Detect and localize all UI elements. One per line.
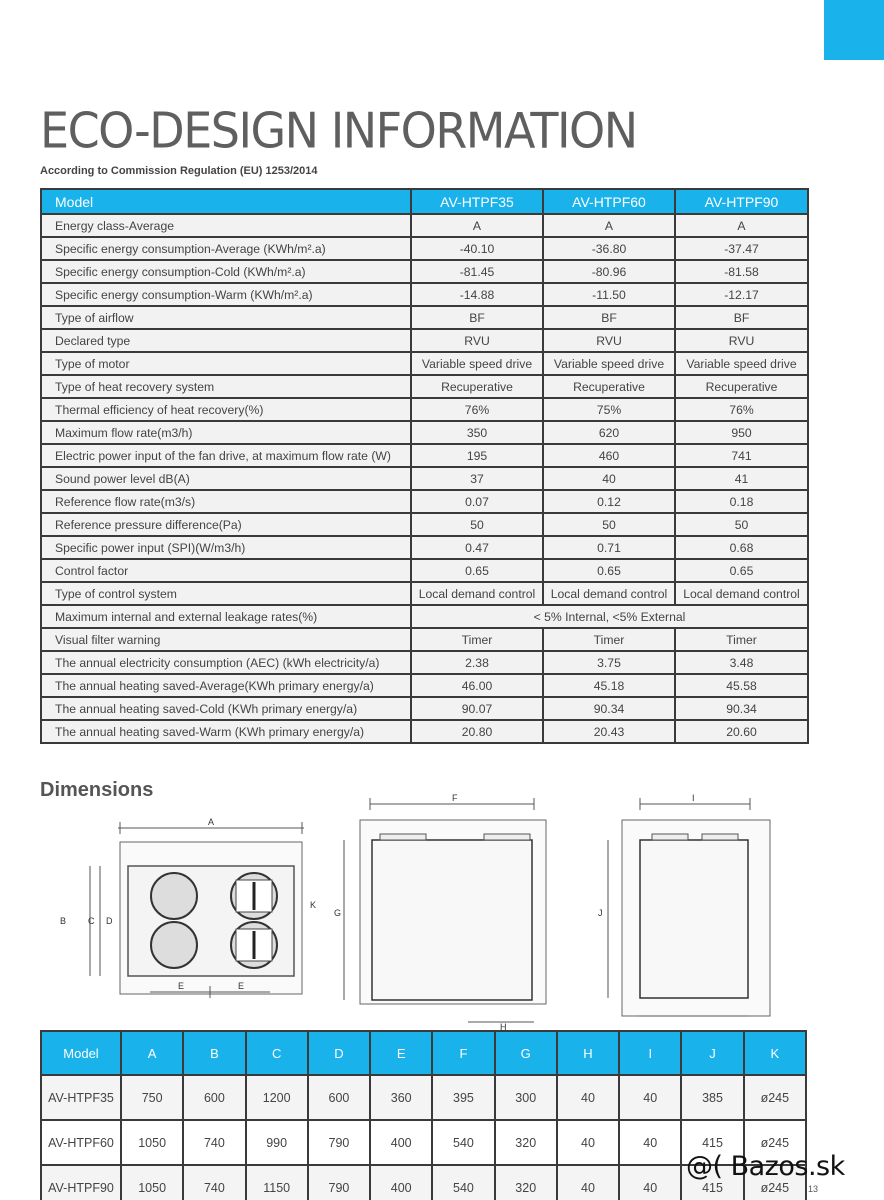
header-cell: AV-HTPF35: [411, 189, 543, 214]
eco-design-table: [40, 188, 809, 744]
spec-row-value: 741: [675, 444, 808, 467]
dims-header-cell: B: [183, 1031, 245, 1075]
dim-label-c: C: [88, 916, 95, 926]
dims-row-value: 600: [308, 1075, 370, 1120]
dims-row-value: ø245: [744, 1165, 806, 1200]
dims-header-cell: J: [681, 1031, 743, 1075]
spec-row-value: BF: [675, 306, 808, 329]
spec-row-value: -80.96: [543, 260, 675, 283]
spec-row: [41, 536, 808, 559]
spec-row: [41, 214, 808, 237]
dim-label-e1: E: [178, 981, 185, 991]
dims-row-value: 990: [246, 1120, 308, 1165]
spec-row-value: 20.80: [411, 720, 543, 743]
spec-row-value: Variable speed drive: [411, 352, 543, 375]
dims-header-cell: F: [432, 1031, 494, 1075]
spec-row-value: 37: [411, 467, 543, 490]
spec-row-label: Specific energy consumption-Cold (KWh/m².a): [41, 260, 411, 283]
spec-row-label: Visual filter warning: [41, 628, 411, 651]
spec-row-value: 20.43: [543, 720, 675, 743]
spec-row-label: Reference pressure difference(Pa): [41, 513, 411, 536]
spec-row-value: 0.65: [543, 559, 675, 582]
spec-row-value: RVU: [411, 329, 543, 352]
header-cell: AV-HTPF60: [543, 189, 675, 214]
spec-row-value: -40.10: [411, 237, 543, 260]
spec-row-value: Recuperative: [411, 375, 543, 398]
spec-row-label: The annual heating saved-Average(KWh primary energy/a): [41, 674, 411, 697]
spec-row-value: BF: [411, 306, 543, 329]
corner-tab: [824, 0, 884, 60]
spec-row-value: 50: [675, 513, 808, 536]
dims-row-value: 320: [495, 1120, 557, 1165]
dims-header-cell: Model: [41, 1031, 121, 1075]
eco-design-header-row: [41, 189, 808, 214]
spec-row-merged-value: < 5% Internal, <5% External: [411, 605, 808, 628]
spec-row-value: 0.65: [411, 559, 543, 582]
dim-label-e2: E: [238, 981, 245, 991]
spec-row-label: Reference flow rate(m3/s): [41, 490, 411, 513]
dim-label-j: J: [598, 908, 603, 918]
spec-row-value: RVU: [675, 329, 808, 352]
dims-row-value: 300: [495, 1075, 557, 1120]
spec-row-value: Variable speed drive: [675, 352, 808, 375]
dims-row-model: AV-HTPF90: [41, 1165, 121, 1200]
spec-row-label: The annual heating saved-Warm (KWh primary energy/a): [41, 720, 411, 743]
spec-row: [41, 559, 808, 582]
spec-row-value: 76%: [675, 398, 808, 421]
spec-row-value: 0.68: [675, 536, 808, 559]
spec-row-value: 0.65: [675, 559, 808, 582]
dims-row-value: ø245: [744, 1075, 806, 1120]
spec-row-value: Timer: [675, 628, 808, 651]
spec-row-value: A: [675, 214, 808, 237]
dims-row-value: 40: [619, 1120, 681, 1165]
spec-row: [41, 444, 808, 467]
spec-row: [41, 306, 808, 329]
spec-row: [41, 329, 808, 352]
spec-row-value: BF: [543, 306, 675, 329]
spec-row: [41, 582, 808, 605]
spec-row-value: 0.18: [675, 490, 808, 513]
spec-row-label: Type of motor: [41, 352, 411, 375]
spec-row-label: Specific power input (SPI)(W/m3/h): [41, 536, 411, 559]
dims-row-value: 790: [308, 1165, 370, 1200]
page-title: ECO-DESIGN INFORMATION: [40, 102, 637, 160]
dims-header-cell: D: [308, 1031, 370, 1075]
spec-row-value: 20.60: [675, 720, 808, 743]
dims-row-value: 750: [121, 1075, 183, 1120]
spec-row-value: 460: [543, 444, 675, 467]
spec-row-value: 195: [411, 444, 543, 467]
spec-row-value: 950: [675, 421, 808, 444]
page-number: 13: [808, 1184, 819, 1194]
spec-row-value: Variable speed drive: [543, 352, 675, 375]
spec-row-label: Specific energy consumption-Average (KWh/m².a): [41, 237, 411, 260]
dims-row-value: 40: [619, 1165, 681, 1200]
spec-row-value: 45.18: [543, 674, 675, 697]
dim-label-a: A: [208, 817, 215, 827]
front-view-drawing: [344, 798, 546, 1022]
spec-row-value: 75%: [543, 398, 675, 421]
spec-row-value: Timer: [411, 628, 543, 651]
dims-header-cell: A: [121, 1031, 183, 1075]
dims-row-value: 385: [681, 1075, 743, 1120]
spec-row: [41, 260, 808, 283]
spec-row-value: -14.88: [411, 283, 543, 306]
spec-row-value: 350: [411, 421, 543, 444]
spec-row-value: 50: [543, 513, 675, 536]
dims-row-value: 40: [557, 1120, 619, 1165]
dims-row-value: 415: [681, 1120, 743, 1165]
spec-row-label: Thermal efficiency of heat recovery(%): [41, 398, 411, 421]
spec-row-label: Electric power input of the fan drive, at maximum flow rate (W): [41, 444, 411, 467]
dims-row-value: 1050: [121, 1120, 183, 1165]
spec-row-value: Timer: [543, 628, 675, 651]
spec-row-value: Local demand control: [675, 582, 808, 605]
spec-row-value: 620: [543, 421, 675, 444]
spec-row: [41, 697, 808, 720]
spec-row: [41, 467, 808, 490]
spec-row-value: 40: [543, 467, 675, 490]
dims-header-cell: C: [246, 1031, 308, 1075]
dim-label-b: B: [60, 916, 67, 926]
dim-label-k: K: [310, 900, 317, 910]
spec-row-label: Type of control system: [41, 582, 411, 605]
dims-row-value: 400: [370, 1120, 432, 1165]
spec-row-value: 46.00: [411, 674, 543, 697]
spec-row: [41, 352, 808, 375]
spec-row: [41, 421, 808, 444]
spec-row-value: -36.80: [543, 237, 675, 260]
spec-row-label: Type of heat recovery system: [41, 375, 411, 398]
dim-label-d: D: [106, 916, 113, 926]
spec-row-value: A: [543, 214, 675, 237]
spec-row-label: Control factor: [41, 559, 411, 582]
header-cell: Model: [41, 189, 411, 214]
spec-row-value: 90.34: [675, 697, 808, 720]
spec-row: [41, 237, 808, 260]
spec-row-value: 90.34: [543, 697, 675, 720]
header-cell: AV-HTPF90: [675, 189, 808, 214]
spec-row-value: -12.17: [675, 283, 808, 306]
spec-row-value: 0.71: [543, 536, 675, 559]
page-subtitle: According to Commission Regulation (EU) 1253/2014: [40, 165, 318, 177]
spec-row-value: Recuperative: [675, 375, 808, 398]
side-view-drawing: [608, 798, 770, 1016]
dims-row-value: 1200: [246, 1075, 308, 1120]
spec-row-value: 0.47: [411, 536, 543, 559]
spec-row: [41, 513, 808, 536]
dims-row-value: 600: [183, 1075, 245, 1120]
dims-row-value: 540: [432, 1165, 494, 1200]
dims-header-cell: E: [370, 1031, 432, 1075]
dims-header-cell: G: [495, 1031, 557, 1075]
dims-row-value: ø245: [744, 1120, 806, 1165]
spec-row-label: Maximum flow rate(m3/h): [41, 421, 411, 444]
spec-row: [41, 375, 808, 398]
spec-row-value: -11.50: [543, 283, 675, 306]
spec-row-label: Specific energy consumption-Warm (KWh/m².a): [41, 283, 411, 306]
spec-row-value: A: [411, 214, 543, 237]
spec-row-value: RVU: [543, 329, 675, 352]
dims-row-value: 320: [495, 1165, 557, 1200]
spec-row-value: 50: [411, 513, 543, 536]
dimensions-heading: Dimensions: [40, 779, 154, 801]
dims-row-model: AV-HTPF35: [41, 1075, 121, 1120]
spec-row-value: 3.75: [543, 651, 675, 674]
spec-row-value: -37.47: [675, 237, 808, 260]
dims-row-value: 40: [557, 1165, 619, 1200]
spec-row-label: The annual heating saved-Cold (KWh primary energy/a): [41, 697, 411, 720]
dim-label-h: H: [500, 1022, 507, 1030]
spec-row: [41, 628, 808, 651]
dims-row-value: 790: [308, 1120, 370, 1165]
dims-header-cell: I: [619, 1031, 681, 1075]
spec-row: [41, 651, 808, 674]
dims-row-value: 40: [619, 1075, 681, 1120]
dims-row-value: 740: [183, 1165, 245, 1200]
spec-row-value: 0.12: [543, 490, 675, 513]
dims-row-value: 40: [557, 1075, 619, 1120]
dims-header-cell: K: [744, 1031, 806, 1075]
dims-row-value: 400: [370, 1165, 432, 1200]
dims-row: [41, 1075, 806, 1120]
dims-row-value: 360: [370, 1075, 432, 1120]
spec-row-value: 41: [675, 467, 808, 490]
spec-row-value: -81.58: [675, 260, 808, 283]
dims-row-value: 540: [432, 1120, 494, 1165]
dim-label-f: F: [452, 793, 458, 803]
spec-row: [41, 605, 808, 628]
spec-row: [41, 283, 808, 306]
watermark: @( Bazos.sk: [686, 1151, 845, 1182]
spec-row: [41, 490, 808, 513]
spec-row-value: Local demand control: [543, 582, 675, 605]
dimensions-header-row: [41, 1031, 806, 1075]
spec-row-label: Maximum internal and external leakage rates(%): [41, 605, 411, 628]
dim-label-g: G: [334, 908, 342, 918]
dim-label-i: I: [692, 793, 695, 803]
spec-row-label: Sound power level dB(A): [41, 467, 411, 490]
top-view-drawing: [90, 822, 304, 998]
spec-row-value: 90.07: [411, 697, 543, 720]
spec-row-value: 45.58: [675, 674, 808, 697]
spec-row-label: Type of airflow: [41, 306, 411, 329]
spec-row-value: 2.38: [411, 651, 543, 674]
dims-row-value: 395: [432, 1075, 494, 1120]
dims-row-value: 415: [681, 1165, 743, 1200]
spec-row-value: Recuperative: [543, 375, 675, 398]
spec-row-label: Energy class-Average: [41, 214, 411, 237]
dims-row-model: AV-HTPF60: [41, 1120, 121, 1165]
dims-row-value: 1150: [246, 1165, 308, 1200]
dims-header-cell: H: [557, 1031, 619, 1075]
spec-row: [41, 398, 808, 421]
spec-row-label: Declared type: [41, 329, 411, 352]
dimension-drawings: [60, 790, 780, 1030]
spec-row-value: 76%: [411, 398, 543, 421]
spec-row: [41, 720, 808, 743]
dims-row-value: 740: [183, 1120, 245, 1165]
spec-row: [41, 674, 808, 697]
dims-row-value: 1050: [121, 1165, 183, 1200]
spec-row-label: The annual electricity consumption (AEC) (kWh electricity/a): [41, 651, 411, 674]
spec-row-value: Local demand control: [411, 582, 543, 605]
spec-row-value: -81.45: [411, 260, 543, 283]
spec-row-value: 3.48: [675, 651, 808, 674]
spec-row-value: 0.07: [411, 490, 543, 513]
